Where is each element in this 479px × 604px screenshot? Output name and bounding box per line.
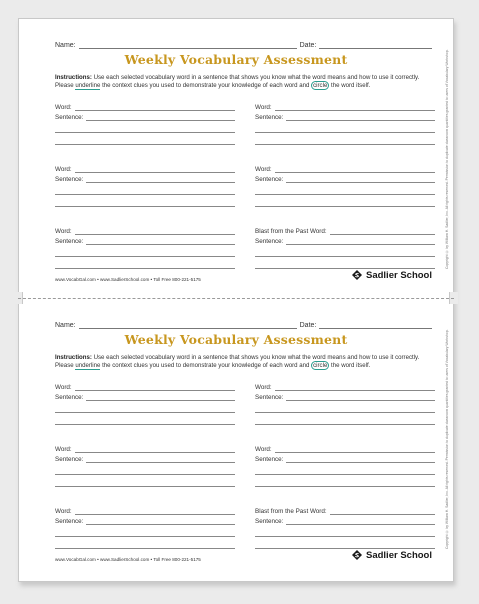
assessment-half [19,299,453,579]
sentence-row [55,453,235,463]
date-label: Date: [299,322,317,329]
word-line[interactable] [75,165,235,173]
sentence-line[interactable] [86,517,235,525]
sentence-label: Sentence: [55,238,84,245]
word-line[interactable] [275,383,435,391]
sentence-row [255,173,435,183]
instructions [55,74,435,90]
underline-word: underline [75,82,101,90]
name-date-row [55,37,435,49]
word-line[interactable] [275,445,435,453]
sentence-label: Sentence: [55,114,84,121]
vocab-entry [55,381,235,443]
instructions-text-3: the word itself. [329,362,371,370]
sentence-line-2[interactable] [55,245,235,257]
vocab-entry [255,443,435,505]
sentence-row [255,235,435,245]
word-label: Word: [255,446,272,453]
sentence-label: Sentence: [255,394,284,401]
word-label: Blast from the Past Word: [255,508,327,515]
vocab-entry [55,443,235,505]
instructions-label: Instructions: [55,74,92,81]
sentence-line-2[interactable] [255,183,435,195]
sentence-line-2[interactable] [255,121,435,133]
word-row [55,163,235,173]
sentence-line-2[interactable] [55,183,235,195]
sentence-label: Sentence: [255,238,284,245]
vocab-entry [255,101,435,163]
date-label: Date: [299,42,317,49]
sentence-line[interactable] [86,237,235,245]
copyright-side-text: Copyright © by William H. Sadlier, Inc. All rights reserved. Permission to duplicate classroom quantities granted to users of Vocabulary Workshop. [445,49,449,269]
instructions-label: Instructions: [55,354,92,361]
circle-word: circle [313,82,328,90]
word-label: Word: [55,104,72,111]
brand-name: Sadlier School [366,269,432,281]
sadlier-logo-icon [351,269,363,281]
vocab-entry [55,163,235,225]
sentence-line[interactable] [286,175,435,183]
word-line[interactable] [75,227,235,235]
word-label: Word: [55,446,72,453]
word-label: Word: [255,166,272,173]
word-row [255,163,435,173]
word-line[interactable] [275,165,435,173]
word-label: Word: [255,384,272,391]
sentence-label: Sentence: [255,176,284,183]
vocab-entry [255,381,435,443]
sentence-line-3[interactable] [255,195,435,207]
sentence-row [55,173,235,183]
word-row [55,381,235,391]
sadlier-logo [351,549,432,561]
sentence-line[interactable] [286,517,435,525]
name-label: Name: [55,322,76,329]
sentence-line-3[interactable] [55,475,235,487]
sentence-line[interactable] [86,175,235,183]
word-row [255,381,435,391]
worksheet [18,18,454,582]
right-column [255,101,435,287]
name-label: Name: [55,42,76,49]
footer-contact: www.VocabGal.com • www.SadlierSchool.com • Toll Free 800-221-5175 [55,557,201,562]
vocab-entry [255,163,435,225]
word-label: Word: [55,384,72,391]
underline-word: underline [75,362,101,370]
instructions-text-1: Use each selected vocabulary word in a sentence that shows you know what the word means and how to use it correctly. Please [55,74,420,90]
instructions [55,354,435,370]
sentence-line-2[interactable] [255,245,435,257]
footer-contact: www.VocabGal.com • www.SadlierSchool.com • Toll Free 800-221-5175 [55,277,201,282]
word-line[interactable] [275,103,435,111]
sentence-label: Sentence: [255,114,284,121]
sentence-row [255,391,435,401]
sentence-line[interactable] [86,113,235,121]
word-row [55,101,235,111]
assessment-half [19,19,453,299]
instructions-text-2: the context clues you used to demonstrate your knowledge of each word and [100,362,312,370]
instructions-text-2: the context clues you used to demonstrate your knowledge of each word and [100,82,312,90]
sentence-line-2[interactable] [255,463,435,475]
sentence-line-3[interactable] [55,195,235,207]
sentence-line-3[interactable] [255,537,435,549]
sentence-row [255,453,435,463]
sentence-line-3[interactable] [55,257,235,269]
sentence-line-3[interactable] [55,133,235,145]
word-line[interactable] [75,383,235,391]
sentence-row [255,111,435,121]
sentence-line-2[interactable] [255,525,435,537]
word-label: Blast from the Past Word: [255,228,327,235]
sentence-line-3[interactable] [55,413,235,425]
word-line[interactable] [330,227,435,235]
sadlier-logo-icon [351,549,363,561]
word-row [55,443,235,453]
vocab-entry [55,101,235,163]
word-label: Word: [55,228,72,235]
sentence-label: Sentence: [255,456,284,463]
word-label: Word: [255,104,272,111]
brand-name: Sadlier School [366,549,432,561]
worksheet-title: Weekly Vocabulary Assessment [124,52,348,67]
sentence-row [55,391,235,401]
sentence-row [255,515,435,525]
sentence-row [55,111,235,121]
sentence-line-2[interactable] [255,401,435,413]
word-row [55,505,235,515]
word-row [255,443,435,453]
sentence-line[interactable] [286,113,435,121]
word-line[interactable] [75,507,235,515]
sentence-line-2[interactable] [55,463,235,475]
sentence-line-2[interactable] [55,121,235,133]
word-label: Word: [55,166,72,173]
date-line[interactable] [319,41,432,49]
sentence-label: Sentence: [55,456,84,463]
right-column [255,381,435,567]
sentence-line[interactable] [286,455,435,463]
name-date-row [55,317,435,329]
sentence-line-3[interactable] [255,257,435,269]
name-line[interactable] [79,321,297,329]
sadlier-logo [351,269,432,281]
instructions-text-3: the word itself. [329,82,371,90]
word-row [255,225,435,235]
worksheet-title: Weekly Vocabulary Assessment [124,332,348,347]
name-line[interactable] [79,41,297,49]
sentence-line[interactable] [286,393,435,401]
sentence-line-2[interactable] [55,401,235,413]
sentence-line-3[interactable] [55,537,235,549]
sentence-row [55,235,235,245]
sentence-label: Sentence: [55,176,84,183]
date-line[interactable] [319,321,432,329]
sentence-line[interactable] [86,455,235,463]
word-row [255,505,435,515]
copyright-side-text: Copyright © by William H. Sadlier, Inc. All rights reserved. Permission to duplicate classroom quantities granted to users of Vocabulary Workshop. [445,329,449,549]
sentence-line[interactable] [86,393,235,401]
word-row [255,101,435,111]
circle-word: circle [313,362,328,370]
sentence-line-2[interactable] [55,525,235,537]
sentence-line[interactable] [286,237,435,245]
sentence-line-3[interactable] [255,413,435,425]
word-line[interactable] [330,507,435,515]
sentence-label: Sentence: [55,518,84,525]
sentence-row [55,515,235,525]
sentence-label: Sentence: [55,394,84,401]
sentence-label: Sentence: [255,518,284,525]
left-column [55,101,235,287]
sentence-line-3[interactable] [255,475,435,487]
instructions-text-1: Use each selected vocabulary word in a sentence that shows you know what the word means and how to use it correctly. Please [55,354,420,370]
word-line[interactable] [75,445,235,453]
word-row [55,225,235,235]
sentence-line-3[interactable] [255,133,435,145]
left-column [55,381,235,567]
word-label: Word: [55,508,72,515]
word-line[interactable] [75,103,235,111]
